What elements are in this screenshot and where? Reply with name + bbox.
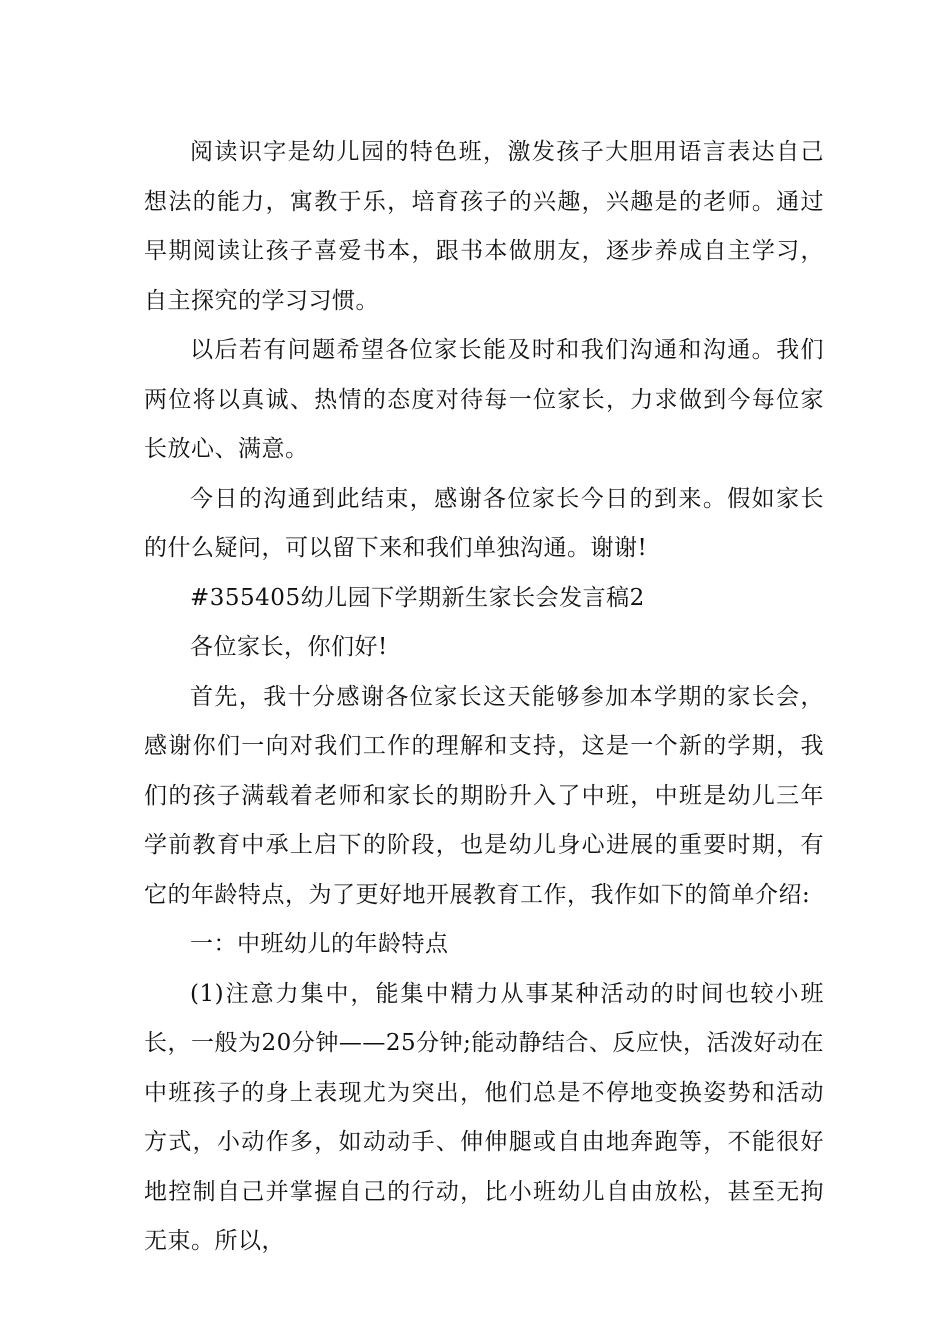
section-heading: #355405幼儿园下学期新生家长会发言稿2 [190,584,645,611]
paragraph-introduction: 首先，我十分感谢各位家长这天能够参加本学期的家长会，感谢你们一向对我们工作的理解和支持，这是一个新的学期，我们的孩子满载着老师和家长的期盼升入了中班，中班是幼儿三年学前教育中承上启下的阶段，也是幼儿身心进展的重要时期，有它的年龄特点，为了更好地开展教育工作，我作如下的简单介绍: [144,683,824,908]
paragraph-attention: (1)注意力集中，能集中精力从事某种活动的时间也较小班长，一般为20分钟——25分钟;能动静结合、反应快，活泼好动在中班孩子的身上表现尤为突出，他们总是不停地变换姿势和活动方式，小动作多，如动动手、伸伸腿或自由地奔跑等，不能很好地控制自己并掌握自己的行动，比小班幼儿自由放松，甚至无拘无束。所以， [144,980,824,1254]
document-body [144,128,824,1267]
paragraph-reading-literacy: 阅读识字是幼儿园的特色班，激发孩子大胆用语言表达自己想法的能力，寓教于乐，培育孩子的兴趣，兴趣是的老师。通过早期阅读让孩子喜爱书本，跟书本做朋友，逐步养成自主学习，自主探究的学习习惯。 [144,139,824,314]
subheading-age-characteristics: 一：中班幼儿的年龄特点 [190,931,449,957]
paragraph-greeting: 各位家长，你们好! [190,634,388,660]
paragraph-future-communication: 以后若有问题希望各位家长能及时和我们沟通和沟通。我们两位将以真诚、热情的态度对待每一位家长，力求做到今每位家长放心、满意。 [144,337,824,462]
paragraph-closing-thanks: 今日的沟通到此结束，感谢各位家长今日的到来。假如家长的什么疑问，可以留下来和我们单独沟通。谢谢! [144,485,824,561]
